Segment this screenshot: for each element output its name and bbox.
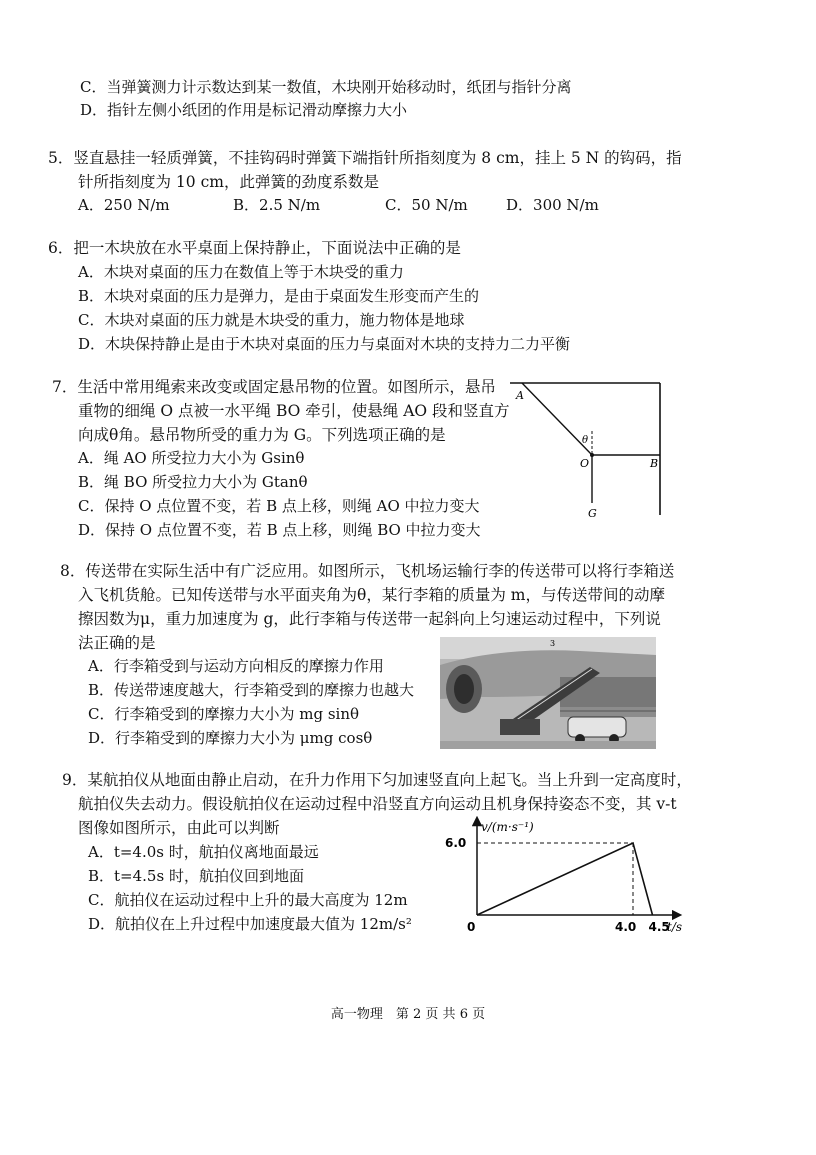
q8-option-d: D．行李箱受到的摩擦力大小为 μmg cosθ (88, 729, 373, 747)
q7-option-b: B．绳 BO 所受拉力大小为 Gtanθ (78, 473, 308, 491)
q6-option-a: A．木块对桌面的压力在数值上等于木块受的重力 (78, 263, 404, 281)
q8-option-b: B．传送带速度越大，行李箱受到的摩擦力也越大 (88, 681, 415, 699)
q5-options (78, 195, 718, 215)
q8-option-c: C．行李箱受到的摩擦力大小为 mg sinθ (88, 705, 360, 723)
q8-stem-line1: 8．传送带在实际生活中有广泛应用。如图所示，飞机场运输行李的传送带可以将行李箱送 (60, 562, 675, 580)
q8-option-a: A．行李箱受到与运动方向相反的摩擦力作用 (88, 657, 384, 675)
origin-label: 0 (467, 920, 476, 934)
fence-pattern (560, 707, 656, 717)
q9-option-d: D．航拍仪在上升过程中加速度最大值为 12m/s² (88, 915, 412, 933)
label-theta: θ (582, 435, 589, 446)
q5-stem-line1: 5．竖直悬挂一轻质弹簧，不挂钩码时弹簧下端指针所指刻度为 8 cm，挂上 5 N 的钩码，指 (48, 149, 682, 167)
q5-option-a: A．250 N/m (78, 196, 170, 214)
q5-stem-line2: 针所指刻度为 10 cm，此弹簧的劲度系数是 (78, 173, 379, 191)
label-g: G (588, 507, 597, 520)
q6-option-b: B．木块对桌面的压力是弹力，是由于桌面发生形变而产生的 (78, 287, 480, 305)
q9-option-a: A．t=4.0s 时，航拍仪离地面最远 (88, 843, 319, 861)
label-b: B (650, 457, 659, 470)
conveyor-base (500, 719, 540, 735)
q9-option-c: C．航拍仪在运动过程中上升的最大高度为 12m (88, 891, 408, 909)
point-o (590, 453, 594, 457)
q5-option-d: D．300 N/m (506, 196, 599, 214)
q5-option-b: B．2.5 N/m (233, 196, 321, 214)
q8-stem-line3: 擦因数为μ，重力加速度为 g，此行李箱与传送带一起斜向上匀速运动过程中，下列说 (78, 610, 661, 628)
q8-stem-line4: 法正确的是 (78, 634, 156, 652)
q6-stem: 6．把一木块放在水平桌面上保持静止，下面说法中正确的是 (48, 239, 461, 257)
q7-rope-diagram (500, 375, 670, 525)
photo-ground (440, 741, 656, 749)
q8-conveyor-photo (440, 637, 656, 749)
label-a: A (516, 389, 524, 402)
q7-stem-line2: 重物的细绳 O 点被一水平绳 BO 牵引，使悬绳 AO 段和竖直方 (78, 402, 510, 420)
x-tick-label-2: 4.5 (648, 920, 670, 934)
option-d-prev: D．指针左侧小纸团的作用是标记滑动摩擦力大小 (80, 101, 408, 119)
label-o: O (580, 457, 590, 470)
x-axis-label: t/s (667, 920, 683, 934)
q7-option-a: A．绳 AO 所受拉力大小为 Gsinθ (78, 449, 305, 467)
velocity-series-line (477, 843, 653, 915)
q6-option-c: C．木块对桌面的压力就是木块受的重力，施力物体是地球 (78, 311, 465, 329)
q9-stem-line1: 9．某航拍仪从地面由静止启动，在升力作用下匀加速竖直向上起飞。当上升到一定高度时， (62, 771, 692, 789)
q9-stem-line3: 图像如图所示，由此可以判断 (78, 819, 280, 837)
y-axis-label: v/(m·s⁻¹) (481, 820, 534, 834)
airplane-engine-intake (454, 674, 474, 704)
q6-option-d: D．木块保持静止是由于木块对桌面的压力与桌面对木块的支持力二力平衡 (78, 335, 571, 353)
q9-option-b: B．t=4.5s 时，航拍仪回到地面 (88, 867, 304, 885)
q7-stem-line1: 7．生活中常用绳索来改变或固定悬吊物的位置。如图所示，悬吊 (52, 378, 496, 396)
vehicle-body (568, 717, 626, 737)
q8-stem-line2: 入飞机货舱。已知传送带与水平面夹角为θ，某行李箱的质量为 m，与传送带间的动摩 (78, 586, 665, 604)
y-tick-label: 6.0 (445, 836, 467, 850)
q9-vt-graph (445, 815, 695, 940)
q7-option-d: D．保持 O 点位置不变，若 B 点上移，则绳 BO 中拉力变大 (78, 521, 481, 539)
q7-stem-line3: 向成θ角。悬吊物所受的重力为 G。下列选项正确的是 (78, 426, 446, 444)
photo-mark: 3 (550, 639, 556, 648)
option-c-prev: C．当弹簧测力计示数达到某一数值，木块刚开始移动时，纸团与指针分离 (80, 78, 572, 96)
q5-option-c: C．50 N/m (385, 196, 468, 214)
x-tick-label-1: 4.0 (615, 920, 637, 934)
q7-option-c: C．保持 O 点位置不变，若 B 点上移，则绳 AO 中拉力变大 (78, 497, 480, 515)
q9-stem-line2: 航拍仪失去动力。假设航拍仪在运动过程中沿竖直方向运动且机身保持姿态不变，其 v-t (78, 795, 677, 813)
page-footer: 高一物理 第 2 页 共 6 页 (330, 1007, 486, 1022)
